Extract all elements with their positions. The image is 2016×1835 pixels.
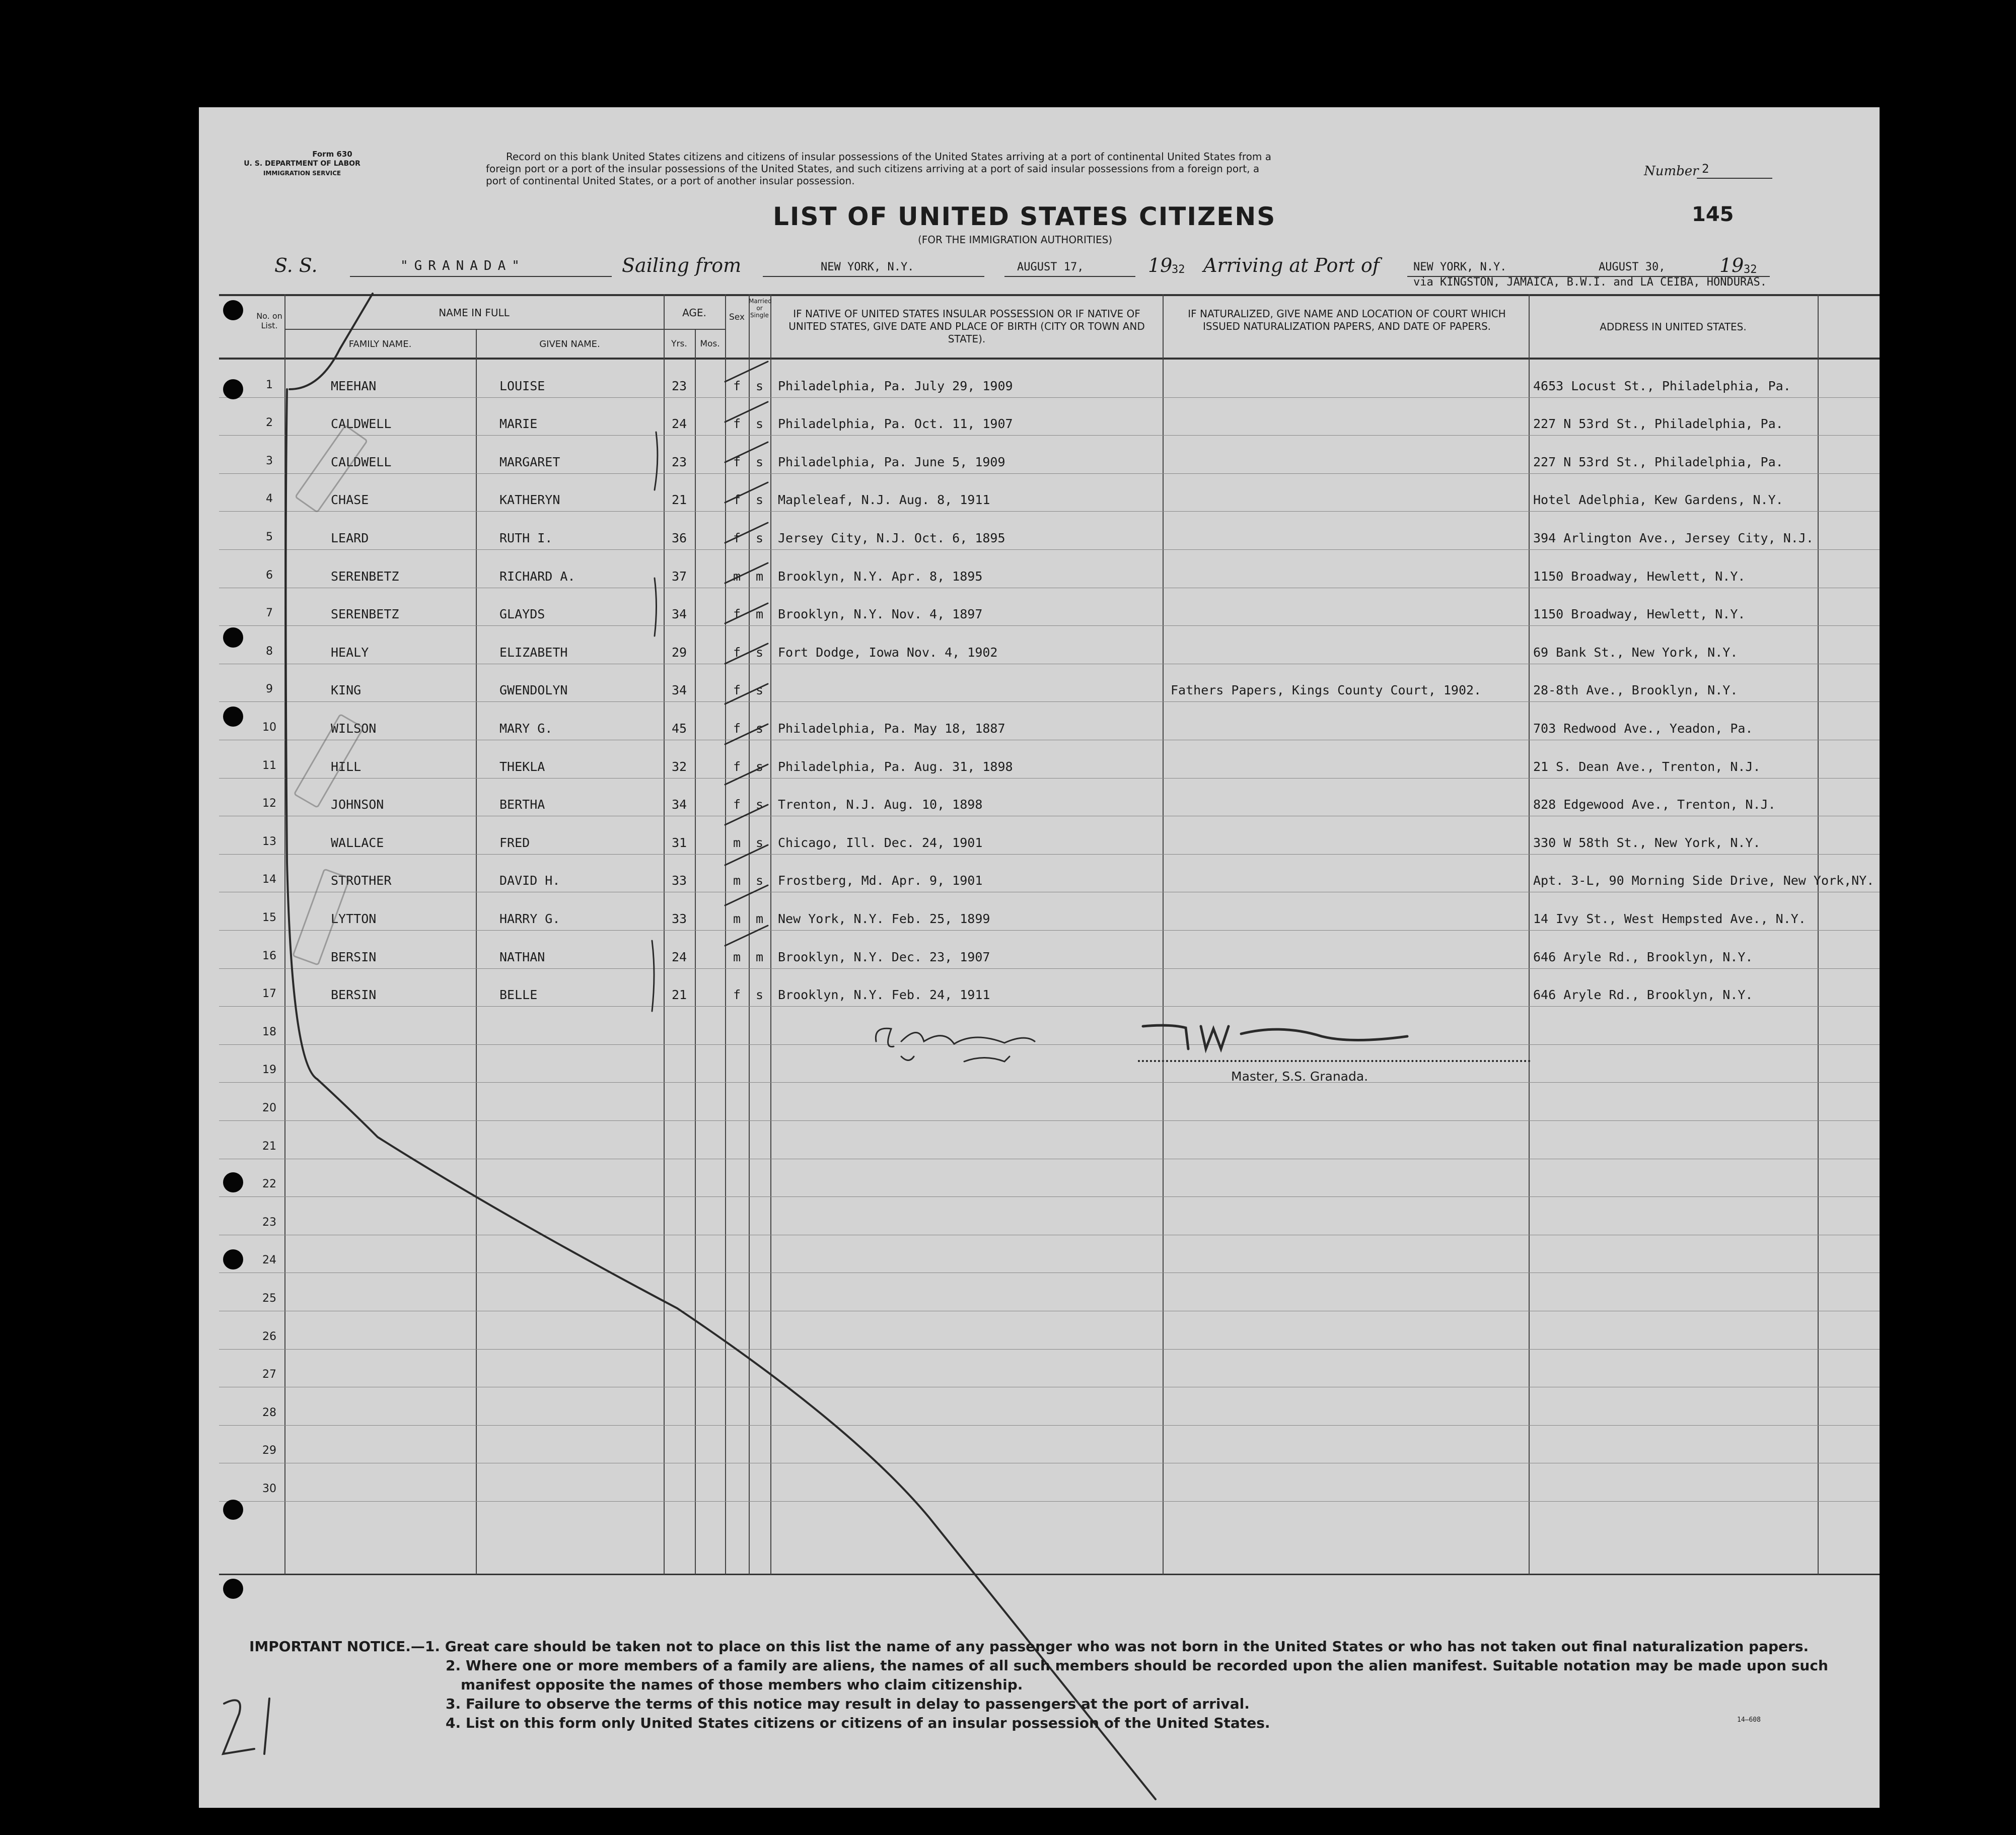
form-code: 14—608	[1737, 1716, 1761, 1724]
family-name: BERSIN	[331, 949, 377, 964]
binder-hole	[223, 379, 243, 399]
header-mos: Mos.	[700, 339, 720, 349]
binder-hole	[223, 707, 243, 727]
notice-item-2-cont: manifest opposite the names of those members who claim citizenship.	[461, 1676, 1023, 1693]
marital-status: s	[755, 531, 764, 545]
sex: f	[733, 416, 741, 432]
header-birth: IF NATIVE OF UNITED STATES INSULAR POSSESSION OR IF NATIVE OF UNITED STATES, GIVE DATE AND PLACE OF BIRTH (CITY OR TOWN AND STATE).	[788, 308, 1145, 345]
marital-status: s	[755, 873, 764, 888]
family-name: HEALY	[331, 645, 369, 660]
age-years: 33	[671, 911, 687, 926]
marital-status: m	[755, 949, 764, 964]
given-name: RUTH I.	[499, 531, 553, 545]
row-number: 9	[266, 683, 273, 696]
given-name: FRED	[499, 835, 530, 850]
address: 1150 Broadway, Hewlett, N.Y.	[1533, 569, 1746, 584]
sex: f	[733, 797, 741, 812]
address: Hotel Adelphia, Kew Gardens, N.Y.	[1533, 492, 1783, 508]
header-age: AGE.	[682, 307, 706, 319]
master-label: Master, S.S. Granada.	[1231, 1069, 1369, 1084]
birth-info: Frostberg, Md. Apr. 9, 1901	[778, 873, 983, 888]
row-number: 5	[266, 531, 273, 543]
address: 227 N 53rd St., Philadelphia, Pa.	[1533, 454, 1783, 469]
birth-info: Philadelphia, Pa. June 5, 1909	[778, 454, 1005, 469]
sex: m	[733, 911, 741, 926]
row-number: 15	[262, 911, 276, 924]
ship-name: "GRANADA"	[400, 258, 526, 273]
row-number: 3	[266, 454, 273, 467]
page-subtitle: (FOR THE IMMIGRATION AUTHORITIES)	[918, 234, 1113, 246]
address: 330 W 58th St., New York, N.Y.	[1533, 835, 1761, 850]
binder-hole	[223, 1249, 243, 1269]
row-number: 23	[262, 1216, 276, 1229]
age-years: 33	[671, 873, 687, 888]
row-number: 14	[262, 873, 276, 886]
row-number: 13	[262, 835, 276, 848]
family-name: MEEHAN	[331, 378, 377, 393]
binder-hole	[223, 1500, 243, 1520]
birth-info: Fort Dodge, Iowa Nov. 4, 1902	[778, 645, 998, 660]
marital-status: s	[755, 797, 764, 812]
address: 4653 Locust St., Philadelphia, Pa.	[1533, 378, 1791, 393]
row-number: 30	[262, 1483, 276, 1495]
header-sex: Sex	[729, 312, 745, 322]
sex: f	[733, 492, 741, 508]
sail-year: 32	[1172, 263, 1185, 276]
row-number: 4	[266, 492, 273, 506]
row-number: 10	[262, 721, 276, 734]
family-name: CHASE	[331, 492, 369, 508]
given-name: MARGARET	[499, 454, 560, 469]
row-number: 21	[262, 1140, 276, 1153]
arrival-port: NEW YORK, N.Y.	[1413, 261, 1507, 273]
address: 14 Ivy St., West Hempsted Ave., N.Y.	[1533, 911, 1806, 926]
given-name: NATHAN	[499, 949, 545, 964]
row-number: 20	[262, 1102, 276, 1114]
sex: f	[733, 683, 741, 698]
notice-item-4: 4. List on this form only United States citizens or citizens of an insular possession of the United States.	[446, 1715, 1270, 1731]
notice-item-1: —1. Great care should be taken not to place on this list the name of any passenger who was not born in the United States or who has not taken out final naturalization papers.	[410, 1638, 1809, 1655]
via-route: via KINGSTON, JAMAICA, B.W.I. and LA CEIBA, HONDURAS.	[1413, 276, 1767, 289]
sail-date: AUGUST 17,	[1017, 261, 1084, 273]
sex: f	[733, 645, 741, 660]
notice-item-3: 3. Failure to observe the terms of this notice may result in delay to passengers at the port of arrival.	[446, 1696, 1250, 1712]
binder-hole	[223, 1172, 243, 1192]
given-name: GLAYDS	[499, 607, 545, 622]
header-family-name: FAMILY NAME.	[348, 339, 412, 349]
number-value: 2	[1702, 162, 1709, 176]
address: 646 Aryle Rd., Brooklyn, N.Y.	[1533, 949, 1753, 964]
important-notice	[249, 1637, 1828, 1733]
ss-label: S. S.	[274, 254, 318, 276]
marital-status: s	[755, 835, 764, 850]
age-years: 34	[671, 797, 687, 812]
header-name-in-full: NAME IN FULL	[439, 307, 510, 319]
marital-status: s	[755, 416, 764, 432]
marital-status: s	[755, 721, 764, 736]
birth-info: New York, N.Y. Feb. 25, 1899	[778, 911, 990, 926]
bracket-marks	[652, 432, 658, 1011]
marital-status: s	[755, 987, 764, 1003]
row-number: 11	[262, 759, 276, 772]
age-years: 21	[671, 987, 687, 1003]
row-number: 19	[262, 1064, 276, 1077]
row-number: 7	[266, 607, 273, 620]
row-number: 18	[262, 1025, 276, 1038]
given-name: ELIZABETH	[499, 645, 568, 660]
notice-title: IMPORTANT NOTICE.	[249, 1638, 411, 1655]
row-number: 27	[262, 1368, 276, 1381]
address: 227 N 53rd St., Philadelphia, Pa.	[1533, 416, 1783, 432]
cancel-stroke	[286, 294, 1156, 1799]
given-name: MARY G.	[499, 721, 553, 736]
header-married-single: Married or Single	[749, 298, 772, 319]
family-name: SERENBETZ	[331, 607, 399, 622]
sailing-label: Sailing from	[622, 254, 742, 276]
age-years: 23	[671, 454, 687, 469]
notice-item-2: 2. Where one or more members of a family are aliens, the names of all such members should be recorded upon the alien manifest. Suitable notation may be made upon such	[446, 1657, 1828, 1674]
family-name: SERENBETZ	[331, 569, 399, 584]
sex: m	[733, 949, 741, 964]
age-years: 45	[671, 721, 687, 736]
row-number: 26	[262, 1330, 276, 1343]
birth-info: Brooklyn, N.Y. Nov. 4, 1897	[778, 607, 983, 622]
sex: m	[733, 873, 741, 888]
family-name: CALDWELL	[331, 416, 392, 432]
binder-hole	[223, 1579, 243, 1599]
address: 28-8th Ave., Brooklyn, N.Y.	[1533, 683, 1738, 698]
form-number: Form 630	[312, 150, 352, 159]
header-address: ADDRESS IN UNITED STATES.	[1600, 321, 1747, 333]
binder-hole	[223, 300, 243, 320]
sail-year-prefix: 19	[1148, 254, 1173, 276]
given-name: KATHERYN	[499, 492, 560, 508]
arrival-year-prefix: 19	[1719, 254, 1744, 276]
birth-info: Philadelphia, Pa. Oct. 11, 1907	[778, 416, 1013, 432]
marital-status: m	[755, 911, 764, 926]
marital-status: s	[755, 645, 764, 660]
age-years: 21	[671, 492, 687, 508]
sex: m	[733, 569, 741, 584]
age-years: 31	[671, 835, 687, 850]
master-signature	[1143, 1025, 1407, 1049]
birth-info: Brooklyn, N.Y. Dec. 23, 1907	[778, 949, 990, 964]
sex: f	[733, 721, 741, 736]
marital-status: s	[755, 759, 764, 774]
row-number: 29	[262, 1444, 276, 1457]
row-number: 8	[266, 645, 273, 658]
sex: m	[733, 835, 741, 850]
address: 394 Arlington Ave., Jersey City, N.J.	[1533, 531, 1814, 545]
family-name: LYTTON	[331, 911, 377, 926]
address: 646 Aryle Rd., Brooklyn, N.Y.	[1533, 987, 1753, 1003]
marital-status: m	[755, 607, 764, 622]
notice-line-1	[249, 1637, 1828, 1656]
header-naturalized: IF NATURALIZED, GIVE NAME AND LOCATION OF COURT WHICH ISSUED NATURALIZATION PAPERS, AND DATE OF PAPERS.	[1188, 308, 1506, 332]
age-years: 29	[671, 645, 687, 660]
birth-info: Jersey City, N.J. Oct. 6, 1895	[778, 531, 1005, 545]
page-title: LIST OF UNITED STATES CITIZENS	[773, 202, 1276, 231]
family-name: WILSON	[331, 721, 377, 736]
family-name: KING	[331, 683, 362, 698]
given-name: HARRY G.	[499, 911, 560, 926]
row-number: 1	[266, 378, 273, 391]
address: 703 Redwood Ave., Yeadon, Pa.	[1533, 721, 1753, 736]
arriving-label: Arriving at Port of	[1203, 254, 1380, 276]
signature-dotted-line	[1138, 1060, 1531, 1062]
row-number: 16	[262, 949, 276, 962]
record-line-1: Record on this blank United States citizens and citizens of insular possessions of the United States arriving at a port of continental United States from a	[506, 151, 1272, 163]
birth-info: Chicago, Ill. Dec. 24, 1901	[778, 835, 983, 850]
arrival-year: 32	[1744, 263, 1757, 276]
age-years: 34	[671, 683, 687, 698]
birth-info: Brooklyn, N.Y. Apr. 8, 1895	[778, 569, 983, 584]
naturalization-info: Fathers Papers, Kings County Court, 1902.	[1171, 683, 1482, 698]
address: 1150 Broadway, Hewlett, N.Y.	[1533, 607, 1746, 622]
header-given-name: GIVEN NAME.	[539, 339, 600, 349]
record-line-2: foreign port or a port of the insular possessions of the United States, and such citizens arriving at a port of said insular possessions from a foreign port, a	[486, 163, 1260, 175]
family-name: STROTHER	[331, 873, 392, 888]
given-name: BERTHA	[499, 797, 545, 812]
row-number: 25	[262, 1292, 276, 1305]
address: 21 S. Dean Ave., Trenton, N.J.	[1533, 759, 1761, 774]
given-name: DAVID H.	[499, 873, 560, 888]
binder-hole	[223, 627, 243, 648]
family-name: CALDWELL	[331, 454, 392, 469]
row-number: 24	[262, 1254, 276, 1267]
row-number: 28	[262, 1406, 276, 1419]
age-years: 23	[671, 378, 687, 393]
sex: f	[733, 454, 741, 469]
sex: f	[733, 378, 741, 393]
row-number: 17	[262, 987, 276, 1001]
header-no-on-list: No. on List.	[256, 311, 282, 330]
row-number: 6	[266, 569, 273, 582]
given-name: RICHARD A.	[499, 569, 575, 584]
address: Apt. 3-L, 90 Morning Side Drive, New York,NY.	[1533, 873, 1875, 888]
tick-marks	[725, 362, 768, 946]
from-port: NEW YORK, N.Y.	[821, 261, 914, 273]
form-service: IMMIGRATION SERVICE	[263, 170, 341, 177]
page-number: 145	[1692, 203, 1734, 226]
marital-status: s	[755, 492, 764, 508]
age-years: 37	[671, 569, 687, 584]
birth-info: Mapleleaf, N.J. Aug. 8, 1911	[778, 492, 990, 508]
manifest-sheet	[199, 107, 1880, 1808]
birth-info: Trenton, N.J. Aug. 10, 1898	[778, 797, 983, 812]
record-line-3: port of continental United States, or a port of another insular possession.	[486, 175, 855, 187]
address: 828 Edgewood Ave., Trenton, N.J.	[1533, 797, 1776, 812]
given-name: LOUISE	[499, 378, 545, 393]
header-yrs: Yrs.	[671, 339, 687, 349]
given-name: BELLE	[499, 987, 538, 1003]
sex: f	[733, 759, 741, 774]
family-name: WALLACE	[331, 835, 384, 850]
birth-info: Philadelphia, Pa. May 18, 1887	[778, 721, 1005, 736]
form-dept: U. S. DEPARTMENT OF LABOR	[244, 160, 361, 168]
marital-status: s	[755, 683, 764, 698]
age-years: 24	[671, 949, 687, 964]
family-name: JOHNSON	[331, 797, 384, 812]
age-years: 36	[671, 531, 687, 545]
age-years: 24	[671, 416, 687, 432]
birth-info: Philadelphia, Pa. Aug. 31, 1898	[778, 759, 1013, 774]
birth-info: Philadelphia, Pa. July 29, 1909	[778, 378, 1013, 393]
address: 69 Bank St., New York, N.Y.	[1533, 645, 1738, 660]
family-name: LEARD	[331, 531, 369, 545]
given-name: THEKLA	[499, 759, 545, 774]
arrival-date: AUGUST 30,	[1599, 261, 1666, 273]
sex: f	[733, 607, 741, 622]
birth-info: Brooklyn, N.Y. Feb. 24, 1911	[778, 987, 990, 1003]
family-name: BERSIN	[331, 987, 377, 1003]
handwritten-marks	[199, 107, 1880, 1808]
sex: f	[733, 987, 741, 1003]
age-years: 34	[671, 607, 687, 622]
marital-status: m	[755, 569, 764, 584]
marital-status: s	[755, 378, 764, 393]
given-name: MARIE	[499, 416, 538, 432]
age-years: 32	[671, 759, 687, 774]
row-number: 22	[262, 1178, 276, 1191]
family-name: HILL	[331, 759, 362, 774]
given-name: GWENDOLYN	[499, 683, 568, 698]
row-number: 12	[262, 797, 276, 810]
marital-status: s	[755, 454, 764, 469]
sex: f	[733, 531, 741, 545]
row-number: 2	[266, 416, 273, 430]
number-label: Number	[1644, 164, 1699, 179]
